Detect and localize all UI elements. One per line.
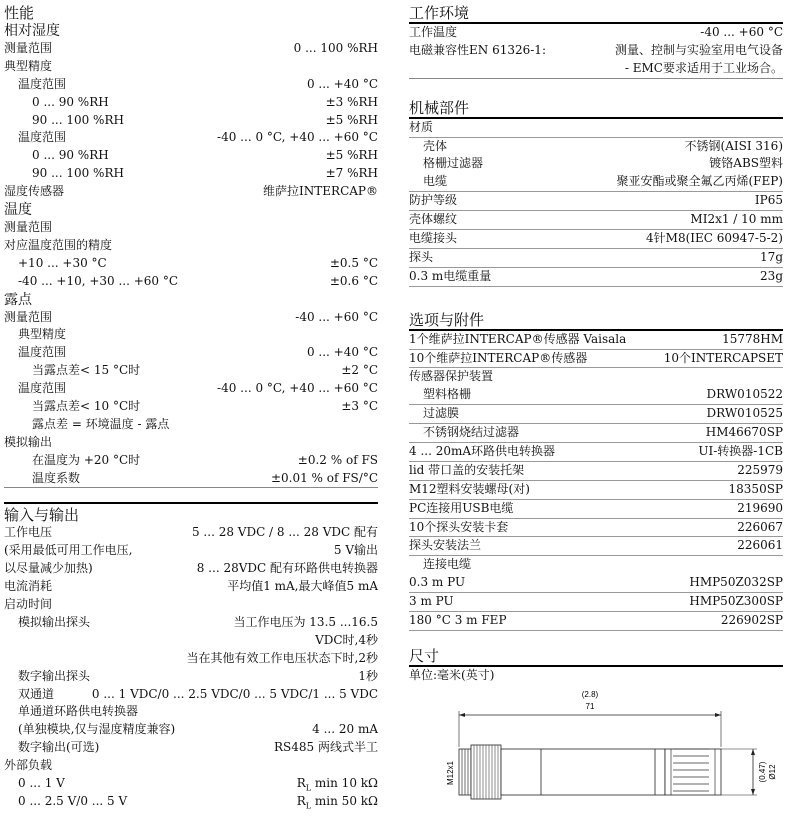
spec-row: 温度系数 ±0.01 % of FS/°C bbox=[4, 470, 378, 489]
spec-row: 模拟输出 bbox=[4, 434, 53, 449]
spec-row: lid 带口盖的安装托架 225979 bbox=[409, 462, 783, 481]
spec-row: 连接电缆 bbox=[423, 557, 472, 572]
spec-row: 塑料格栅 DRW010522 bbox=[409, 386, 783, 405]
rh-title: 相对湿度 bbox=[4, 23, 60, 39]
spec-row: 过滤膜 DRW010525 bbox=[409, 405, 783, 424]
spec-row: 模拟输出探头 当工作电压为 13.5 ...16.5 bbox=[18, 614, 378, 629]
spec-row: 材质 bbox=[409, 119, 783, 138]
diameter-inch-label: (0.47) bbox=[758, 761, 767, 783]
dimension-unit: 单位:毫米(英寸) bbox=[409, 667, 495, 682]
spec-row: 湿度传感器 维萨拉INTERCAP® bbox=[4, 184, 378, 199]
spec-row: 数字输出探头 1秒 bbox=[18, 668, 378, 683]
spec-row: 对应温度范围的精度 bbox=[4, 237, 113, 252]
spec-row: 温度范围 0 ... +40 °C bbox=[18, 345, 378, 360]
spec-row: 探头 17g bbox=[409, 249, 783, 268]
spec-row: 在温度为 +20 °C时 ±0.2 % of FS bbox=[32, 452, 378, 467]
spec-row: 防护等级 IP65 bbox=[409, 192, 783, 211]
spec-row: 温度范围 0 ... +40 °C bbox=[18, 76, 378, 91]
spec-row: 工作温度 -40 ... +60 °C bbox=[409, 25, 783, 39]
spec-row: 露点差 = 环境温度 - 露点 bbox=[32, 416, 170, 431]
length-mm-label: 71 bbox=[585, 701, 595, 711]
spec-row: 4 ... 20mA环路供电转换器 UI-转换器-1CB bbox=[409, 443, 783, 462]
spec-row: 10个探头安装卡套 226067 bbox=[409, 519, 783, 538]
io-title: 输入与输出 bbox=[4, 502, 378, 524]
spec-row: 壳体螺纹 MI2x1 / 10 mm bbox=[409, 211, 783, 230]
spec-row: 温度范围 -40 ... 0 °C, +40 ... +60 °C bbox=[18, 130, 378, 145]
spec-row: 当露点差< 15 °C时 ±2 °C bbox=[32, 363, 378, 378]
spec-row: PC连接用USB电缆 219690 bbox=[409, 500, 783, 519]
spec-row: 典型精度 bbox=[18, 327, 67, 342]
spec-row: 电流消耗 平均值1 mA,最大峰值5 mA bbox=[4, 579, 378, 594]
spec-row: -40 ... +10, +30 ... +60 °C ±0.6 °C bbox=[18, 273, 378, 288]
spec-row: 测量范围 0 ... 100 %RH bbox=[4, 41, 378, 55]
diameter-mm-label: Ø12 bbox=[768, 764, 777, 780]
spec-row: 0 ... 1 V $R_L$ min 10 kΩ bbox=[18, 775, 378, 793]
spec-row: 启动时间 bbox=[4, 597, 53, 612]
spec-row: 电缆 聚亚安酯或聚全氟乙丙烯(FEP) bbox=[409, 173, 783, 192]
spec-continuation: VDC时,4秒 bbox=[315, 632, 378, 647]
spec-row: 探头安装法兰 226061 bbox=[409, 537, 783, 556]
spec-continuation: - EMC要求适用于工业场合。 bbox=[409, 60, 783, 79]
spec-row: (采用最低可用工作电压, 5 V输出 bbox=[4, 543, 378, 558]
options-title: 选项与附件 bbox=[409, 310, 485, 329]
spec-row: 单通道环路供电转换器 bbox=[18, 704, 139, 719]
spec-row: 不锈钢烧结过滤器 HM46670SP bbox=[409, 424, 783, 443]
right-column bbox=[409, 0, 783, 805]
spec-row: 180 °C 3 m FEP 226902SP bbox=[409, 612, 783, 631]
spec-row: 0.3 m电缆重量 23g bbox=[409, 268, 783, 287]
spec-row: 90 ... 100 %RH ±5 %RH bbox=[32, 112, 378, 127]
spec-row: M12塑料安装螺母(对) 18350SP bbox=[409, 481, 783, 500]
spec-row: 电缆接头 4针M8(IEC 60947-5-2) bbox=[409, 230, 783, 249]
spec-row: 电磁兼容性EN 61326-1: 测量、控制与实验室用电气设备 bbox=[409, 42, 783, 57]
performance-title: 性能 bbox=[4, 4, 35, 22]
spec-row: 数字输出(可选) RS485 两线式半工 bbox=[18, 740, 378, 755]
spec-row: 双通道 0 ... 1 VDC/0 ... 2.5 VDC/0 ... 5 VDC/1 ... 5 VDC bbox=[18, 686, 378, 701]
spec-row: 10个维萨拉INTERCAP®传感器 10个INTERCAPSET bbox=[409, 350, 783, 369]
length-inch-label: (2.8) bbox=[581, 689, 599, 699]
spec-row: 典型精度 bbox=[4, 58, 53, 73]
spec-row: 传感器保护装置 bbox=[409, 369, 494, 384]
environment-title: 工作环境 bbox=[409, 4, 470, 22]
spec-row: 1个维萨拉INTERCAP®传感器 Vaisala 15778HM bbox=[409, 331, 783, 350]
spec-row: 格栅过滤器 镀铬ABS塑料 bbox=[423, 156, 783, 171]
spec-row: 测量范围 -40 ... +60 °C bbox=[4, 309, 378, 324]
spec-row: 3 m PU HMP50Z300SP bbox=[409, 593, 783, 612]
spec-row: 温度范围 -40 ... 0 °C, +40 ... +60 °C bbox=[18, 381, 378, 396]
spec-row: 0.3 m PU HMP50Z032SP bbox=[409, 574, 783, 593]
thread-label: M12x1 bbox=[446, 760, 455, 785]
left-column bbox=[4, 0, 378, 811]
spec-row: 以尽量减少加热) 8 ... 28VDC 配有环路供电转换器 bbox=[4, 561, 378, 576]
spec-row: 测量范围 bbox=[4, 220, 53, 235]
spec-row: (单独模块,仅与湿度精度兼容) 4 ... 20 mA bbox=[18, 722, 378, 737]
spec-row: 工作电压 5 ... 28 VDC / 8 ... 28 VDC 配有 bbox=[4, 525, 378, 540]
spec-row: 壳体 不锈钢(AISI 316) bbox=[423, 138, 783, 153]
spec-row: +10 ... +30 °C ±0.5 °C bbox=[18, 255, 378, 270]
spec-row: 0 ... 90 %RH ±5 %RH bbox=[32, 148, 378, 163]
mechanical-title: 机械部件 bbox=[409, 98, 470, 117]
spec-row: 当露点差< 10 °C时 ±3 °C bbox=[32, 399, 378, 414]
temperature-title: 温度 bbox=[4, 202, 32, 219]
probe-dimension-drawing bbox=[409, 685, 783, 805]
dimensions-title: 尺寸 bbox=[409, 646, 440, 665]
spec-row: 外部负载 bbox=[4, 758, 53, 773]
spec-continuation: 当在其他有效工作电压状态下时,2秒 bbox=[186, 650, 378, 665]
spec-row: 0 ... 2.5 V/0 ... 5 V $R_L$ min 50 kΩ bbox=[18, 793, 378, 811]
spec-row: 0 ... 90 %RH ±3 %RH bbox=[32, 94, 378, 109]
dewpoint-title: 露点 bbox=[4, 291, 32, 308]
spec-row: 90 ... 100 %RH ±7 %RH bbox=[32, 166, 378, 181]
